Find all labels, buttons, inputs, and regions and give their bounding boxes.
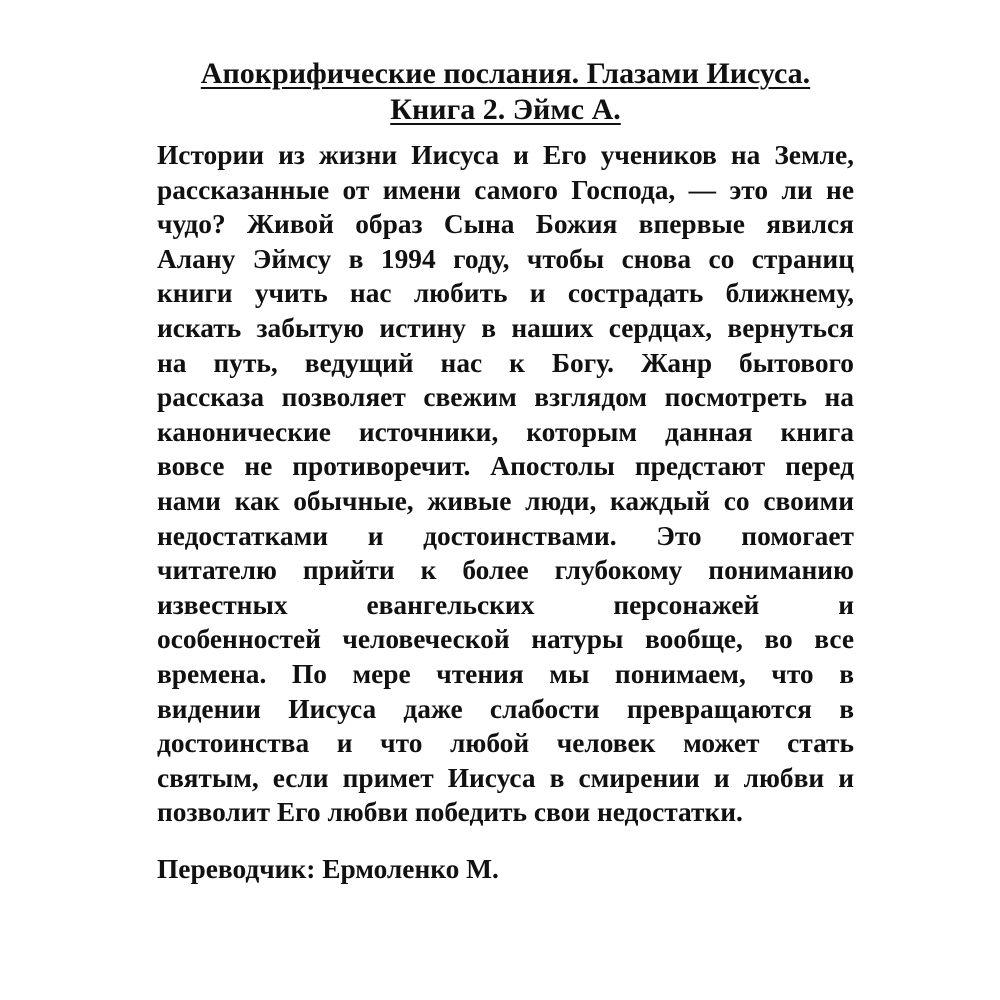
paragraph-line: рассказанные от имени самого Господа, — это ли не	[157, 174, 854, 205]
paragraph-line: читателю прийти к более глубокому пониманию	[157, 555, 854, 586]
paragraph-line: особенностей человеческой натуры вообще, во все	[157, 624, 854, 655]
paragraph-line: Алану Эймсу в 1994 году, чтобы снова со страниц	[157, 243, 854, 274]
paragraph-line: книги учить нас любить и сострадать ближнему,	[157, 278, 854, 309]
description-paragraph	[157, 138, 854, 830]
paragraph-line: на путь, ведущий нас к Богу. Жанр бытового	[157, 347, 854, 378]
paragraph-line: Истории из жизни Иисуса и Его учеников на Земле,	[157, 140, 854, 170]
paragraph-line: видении Иисуса даже слабости превращаются в	[157, 693, 854, 724]
paragraph-line: рассказа позволяет свежим взглядом посмотреть на	[157, 382, 854, 413]
paragraph-line: искать забытую истину в наших сердцах, вернуться	[157, 312, 854, 343]
paragraph-line: позволит Его любви победить свои недостатки.	[157, 797, 743, 828]
paragraph-line: недостатками и достоинствами. Это помогает	[157, 520, 854, 551]
title-line-2: Книга 2. Эймс А.	[390, 93, 621, 126]
paragraph-line: вовсе не противоречит. Апостолы предстают перед	[157, 451, 854, 482]
paragraph-line: чудо? Живой образ Сына Божия впервые явился	[157, 209, 854, 240]
paragraph-line: времена. По мере чтения мы понимаем, что в	[157, 658, 854, 689]
translator-credit: Переводчик: Ермоленко М.	[157, 853, 499, 884]
paragraph-line: канонические источники, которым данная книга	[157, 416, 854, 447]
paragraph-line: достоинства и что любой человек может стать	[157, 728, 854, 759]
paragraph-line: известных евангельских персонажей и	[157, 589, 854, 620]
title-line-1: Апокрифические послания. Глазами Иисуса.	[200, 57, 811, 90]
document-page	[157, 56, 854, 886]
paragraph-line: нами как обычные, живые люди, каждый со своими	[157, 485, 854, 516]
paragraph-line: святым, если примет Иисуса в смирении и любви и	[157, 762, 854, 793]
